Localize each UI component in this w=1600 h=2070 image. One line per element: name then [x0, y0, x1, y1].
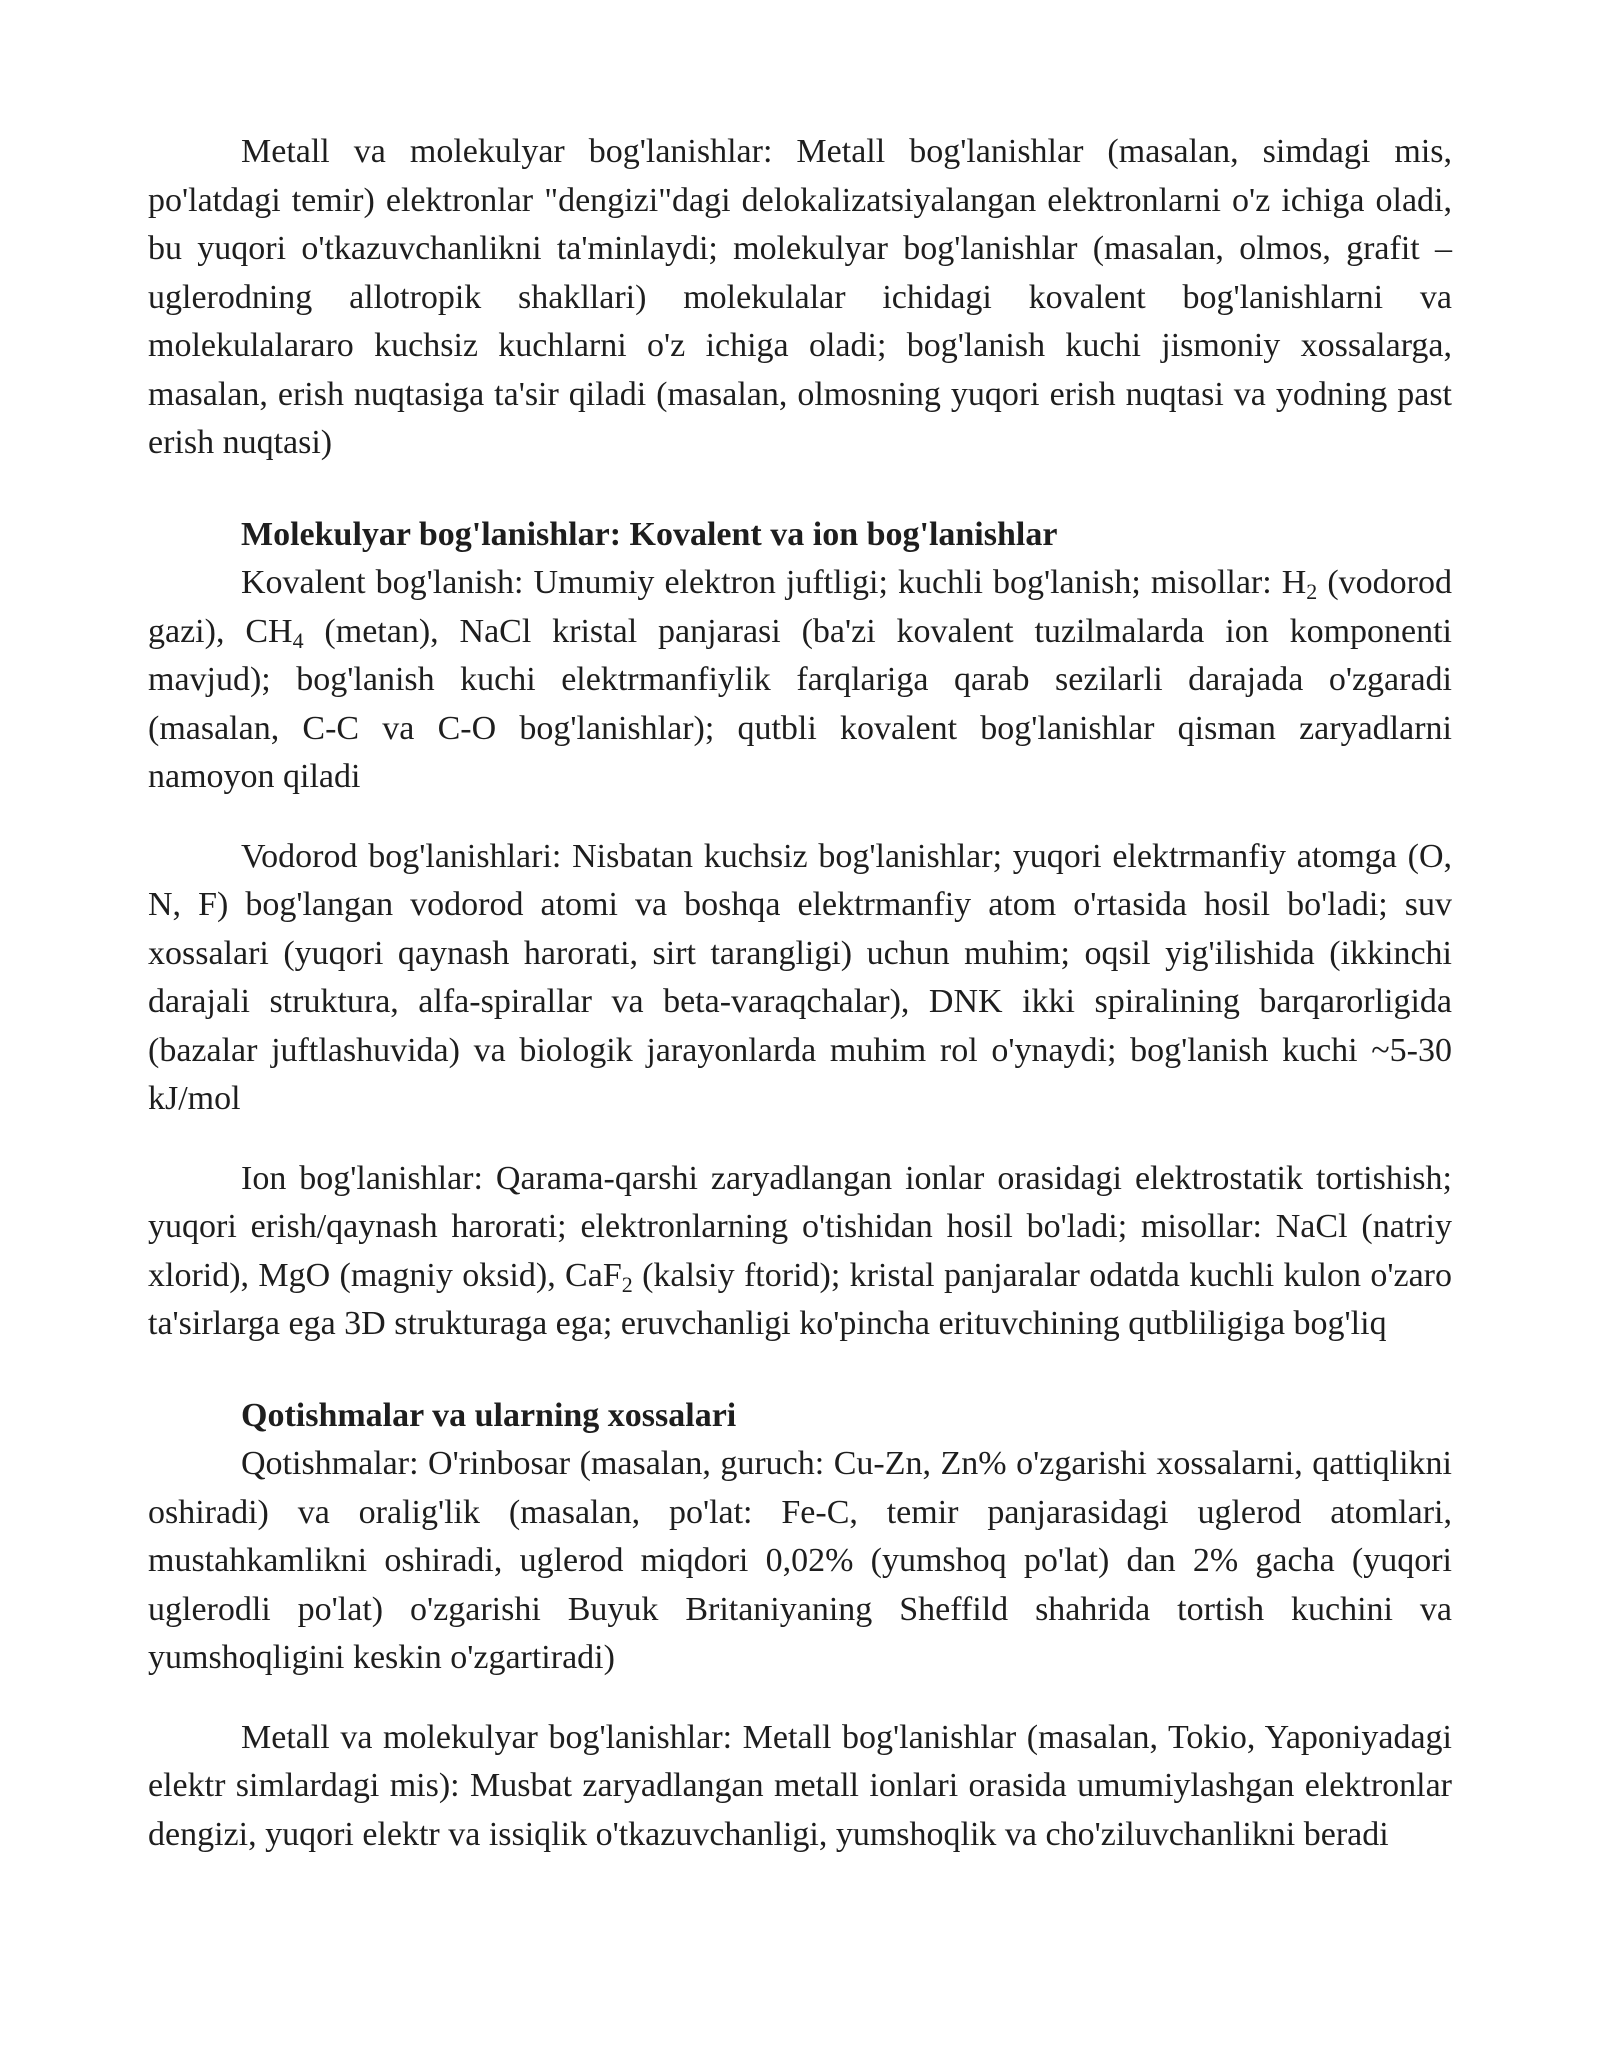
heading-molecular-bonds: Molekulyar bog'lanishlar: Kovalent va ion bog'lanishlar: [241, 515, 1058, 553]
ionic-text-b: (kalsiy ftorid); kristal panjaralar odatda kuchli kulon o'zaro ta'sirlarga ega 3D strukturaga ega; eruvchanligi ko'pincha erituvchining qutbliligiga bog'liq: [148, 1256, 1452, 1342]
heading-alloys: Qotishmalar va ularning xossalari: [241, 1396, 737, 1434]
paragraph-metallic-bonds-tokyo: Metall va molekulyar bog'lanishlar: Metall bog'lanishlar (masalan, Tokio, Yaponiyadagi elektr simlardagi mis): Musbat zaryadlangan metall ionlari orasida umumiylashgan elektronlar dengizi, yuqori elektr va issiqlik o'tkazuvchanligi, yumshoqlik va cho'ziluvchanlikni beradi: [148, 1718, 1452, 1853]
paragraph-hydrogen-bonds: Vodorod bog'lanishlari: Nisbatan kuchsiz bog'lanishlar; yuqori elektrmanfiy atomga (O, N, F) bog'langan vodorod atomi va boshqa elektrmanfiy atom o'rtasida hosil bo'ladi; suv xossalari (yuqori qaynash harorati, sirt tarangligi) uchun muhim; oqsil yig'ilishida (ikkinchi darajali struktura, alfa-spirallar va beta-varaqchalar), DNK ikki spiralining barqarorligida (bazalar juftlashuvida) va biologik jarayonlarda muhim rol o'ynaydi; bog'lanish kuchi ~5-30 kJ/mol: [148, 837, 1452, 1117]
subscript-ch4: 4: [292, 627, 304, 653]
subscript-h2: 2: [1306, 579, 1318, 604]
paragraph-ionic-bonds: [148, 1155, 1452, 1349]
covalent-text-b: (vodorod gazi), CH: [148, 564, 1452, 650]
paragraph-covalent-bond: [148, 559, 1452, 802]
document-page: [148, 128, 1452, 1859]
paragraph-metallic-molecular-bonds: Metall va molekulyar bog'lanishlar: Metall bog'lanishlar (masalan, simdagi mis, po'latdagi temir) elektronlar "dengizi"dagi delokalizatsiyalangan elektronlarni o'z ichiga oladi, bu yuqori o'tkazuvchanlikni ta'minlaydi; molekulyar bog'lanishlar (masalan, olmos, grafit – uglerodning allotropik shakllari) molekulalar ichidagi kovalent bog'lanishlarni va molekulalararo kuchsiz kuchlarni o'z ichiga oladi; bog'lanish kuchi jismoniy xossalarga, masalan, erish nuqtasiga ta'sir qiladi (masalan, olmosning yuqori erish nuqtasi va yodning past erish nuqtasi): [148, 133, 1452, 461]
ionic-text-a: Ion bog'lanishlar: Qarama-qarshi zaryadlangan ionlar orasidagi elektrostatik tortishish; yuqori erish/qaynash harorati; elektronlarning o'tishidan hosil bo'ladi; misollar: NaCl (natriy xlorid), MgO (magniy oksid), CaF: [148, 1159, 1452, 1294]
paragraph-alloys: Qotishmalar: O'rinbosar (masalan, guruch: Cu-Zn, Zn% o'zgarishi xossalarni, qattiqlikni oshiradi) va oralig'lik (masalan, po'lat: Fe-C, temir panjarasidagi uglerod atomlari, mustahkamlikni oshiradi, uglerod miqdori 0,02% (yumshoq po'lat) dan 2% gacha (yuqori uglerodli po'lat) o'zgarishi Buyuk Britaniyaning Sheffild shahrida tortish kuchini va yumshoqligini keskin o'zgartiradi): [148, 1445, 1452, 1676]
covalent-text-a: Kovalent bog'lanish: Umumiy elektron juftligi; kuchli bog'lanish; misollar: H: [241, 564, 1307, 601]
subscript-caf2: 2: [621, 1271, 633, 1297]
covalent-text-c: (metan), NaCl kristal panjarasi (ba'zi kovalent tuzilmalarda ion komponenti mavjud); bog'lanish kuchi elektrmanfiylik farqlariga qarab sezilarli darajada o'zgaradi (masalan, C-C va C-O bog'lanishlar); qutbli kovalent bog'lanishlar qisman zaryadlarni namoyon qiladi: [148, 612, 1452, 795]
